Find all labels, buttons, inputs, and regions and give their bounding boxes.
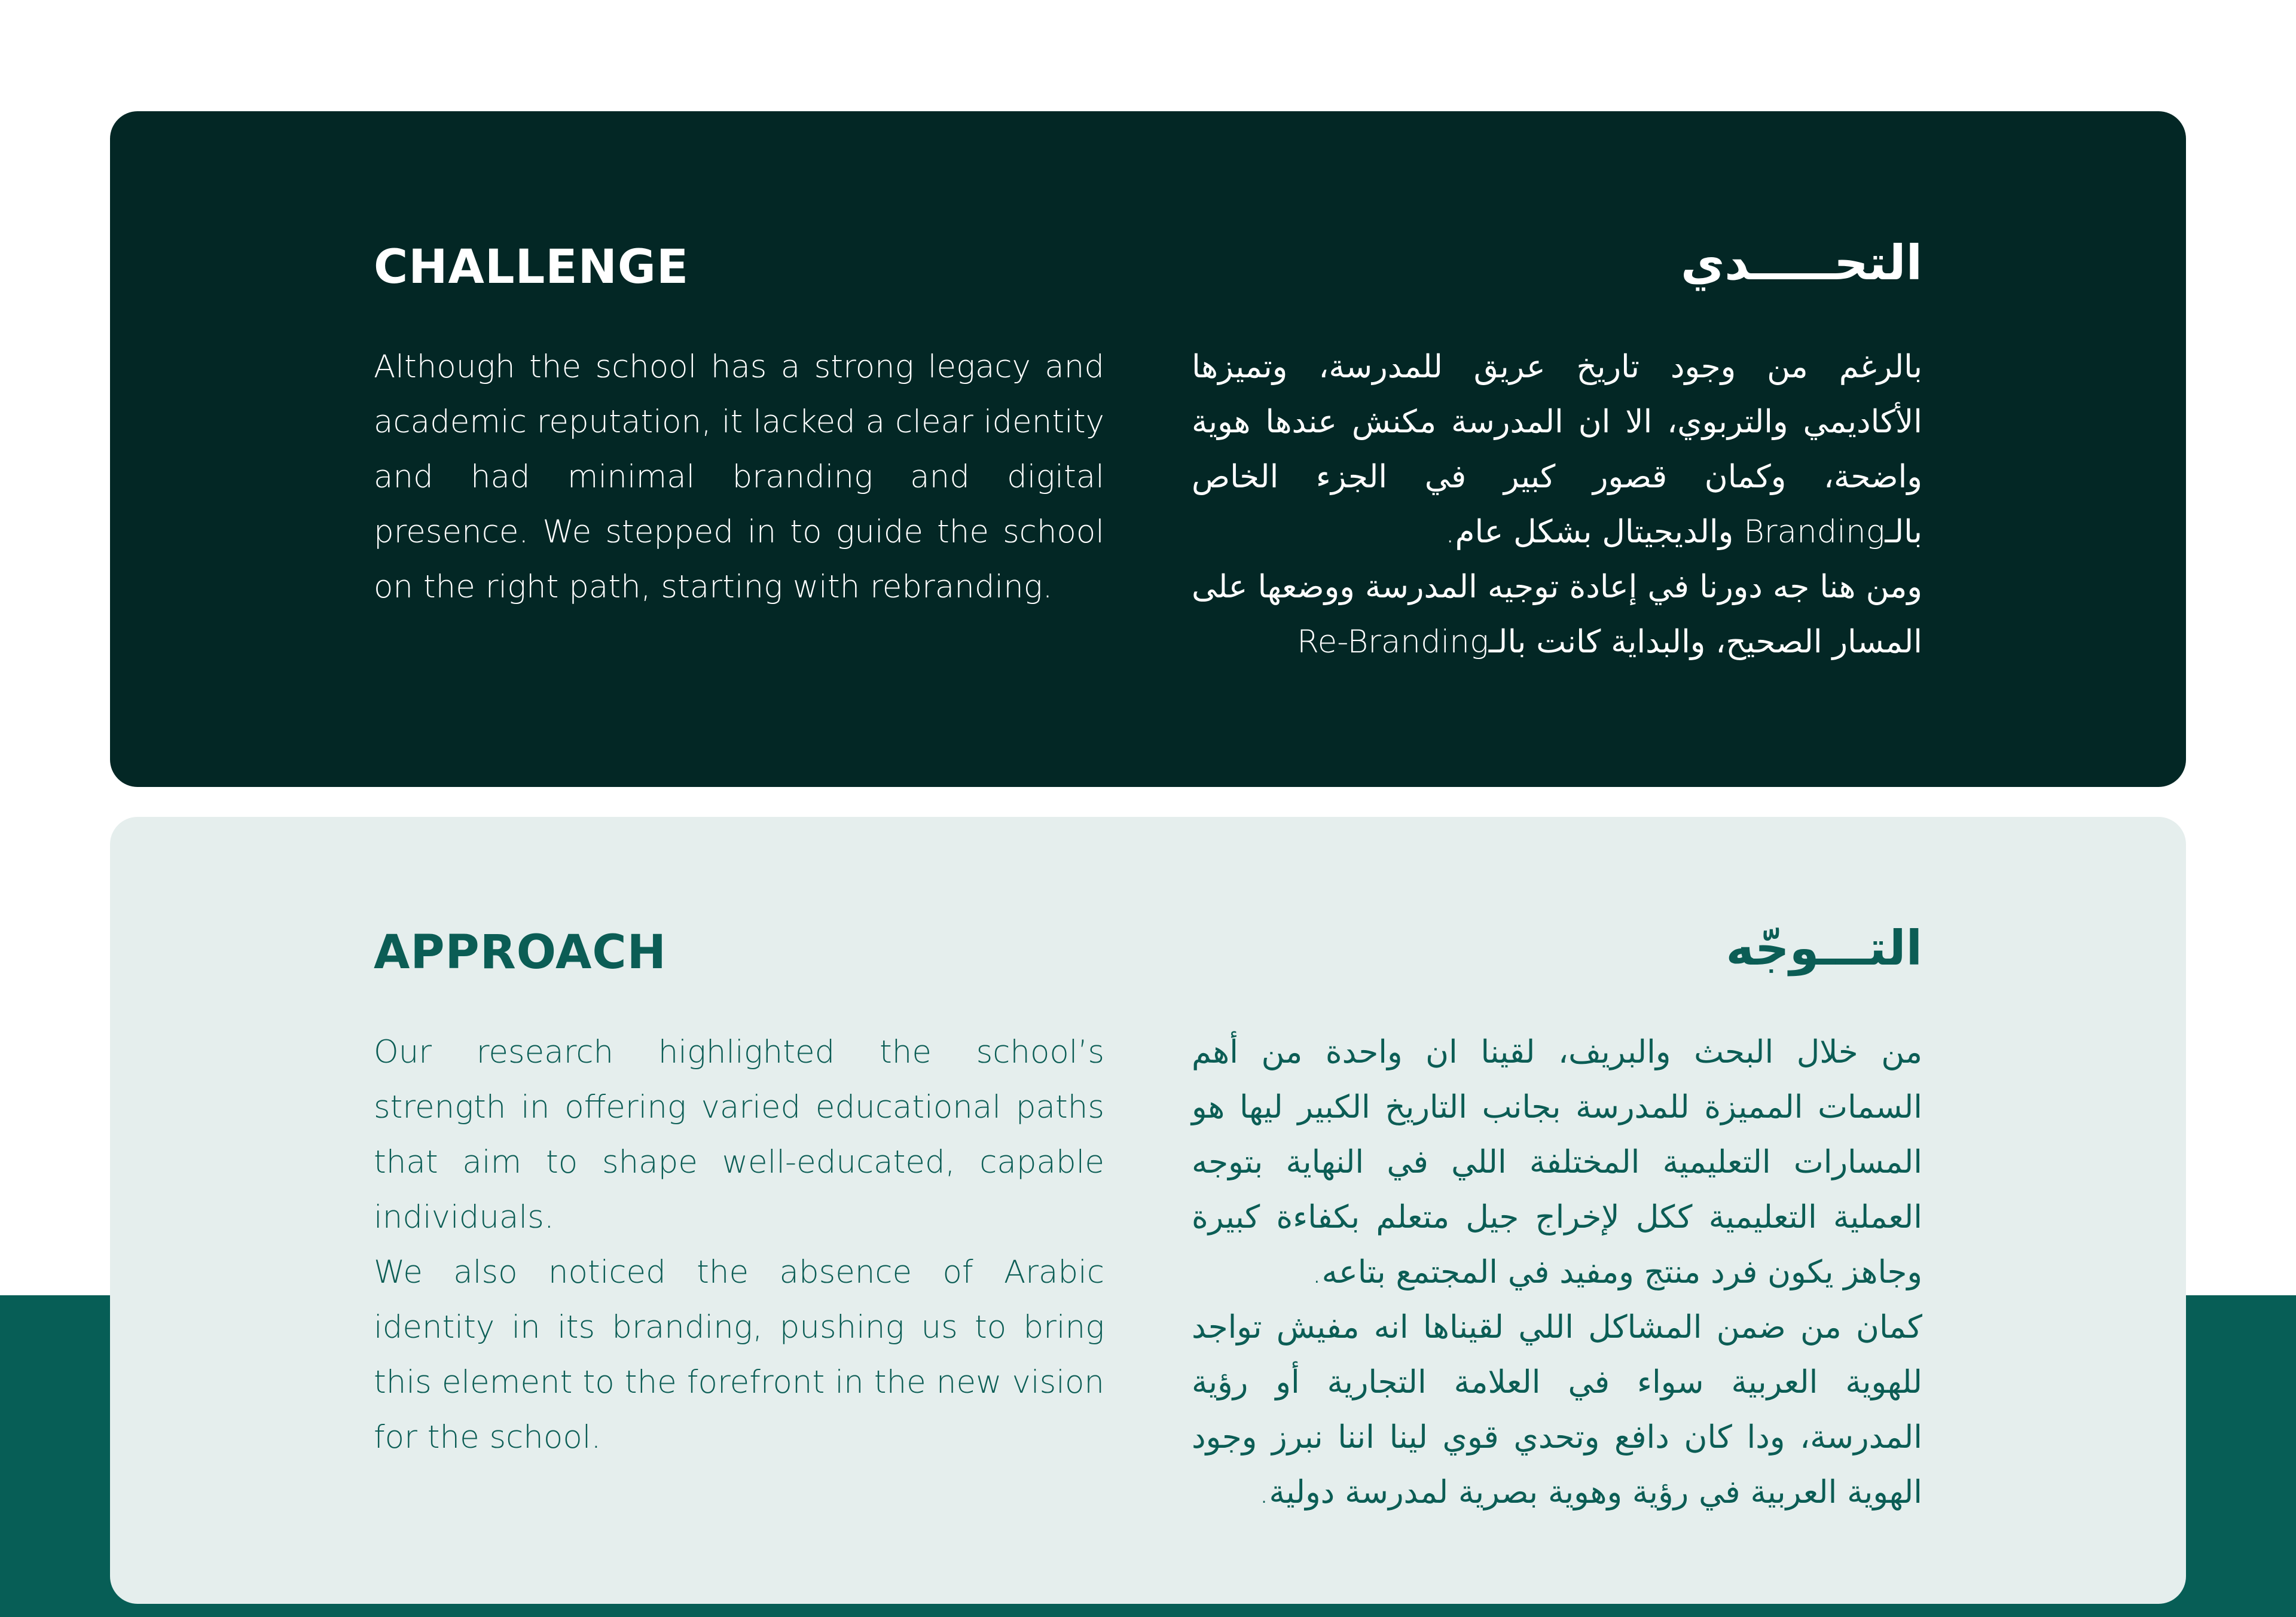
challenge-body-ar [1192,340,1922,670]
approach-body-en [374,1025,1104,1465]
approach-heading-ar: التـــوجّه [1726,920,1922,976]
approach-body-ar [1192,1025,1922,1520]
challenge-body-ar-paragraph-2: ومن هنا جه دورنا في إعادة توجيه المدرسة ووضعها على المسار الصحيح، والبداية كانت بالـRe-Branding [1192,569,1922,660]
approach-body-en-paragraph-1: Our research highlighted the school’s strength in offering varied educational paths that aim to shape well-educated, capable individuals. [374,1034,1104,1235]
challenge-body-en-paragraph: Although the school has a strong legacy and academic reputation, it lacked a clear identity and had minimal branding and digital presence. We stepped in to guide the school on the right path, starting with rebranding. [374,349,1104,605]
challenge-card [110,111,2186,787]
challenge-body-en [374,340,1104,615]
approach-heading-en: APPROACH [374,926,667,980]
challenge-heading-ar: التحـــــدي [1680,235,1922,291]
approach-body-ar-paragraph-1: من خلال البحث والبريف، لقينا ان واحدة من أهم السمات المميزة للمدرسة بجانب التاريخ الكبير ليها هو المسارات التعليمية المختلفة اللي في النهاية بتوجه العملية التعليمية ككل لإخراج جيل متعلم بكفاءة كبيرة وجاهز يكون فرد منتج ومفيد في المجتمع بتاعه. [1192,1034,1922,1290]
challenge-body-ar-paragraph-1: بالرغم من وجود تاريخ عريق للمدرسة، وتميزها الأكاديمي والتربوي، الا ان المدرسة مكنش عندها هوية واضحة، وكمان قصور كبير في الجزء الخاص بالـBranding والديجيتال بشكل عام. [1192,349,1922,550]
challenge-heading-en: CHALLENGE [374,240,689,294]
approach-card [110,817,2186,1604]
approach-body-en-paragraph-2: We also noticed the absence of Arabic identity in its branding, pushing us to bring this element to the forefront in the new vision for the school. [374,1254,1104,1456]
approach-body-ar-paragraph-2: كمان من ضمن المشاكل اللي لقيناها انه مفيش تواجد للهوية العربية سواء في العلامة التجارية أو رؤية المدرسة، ودا كان دافع وتحدي قوي لينا اننا نبرز وجود الهوية العربية في رؤية وهوية بصرية لمدرسة دولية. [1192,1309,1922,1511]
